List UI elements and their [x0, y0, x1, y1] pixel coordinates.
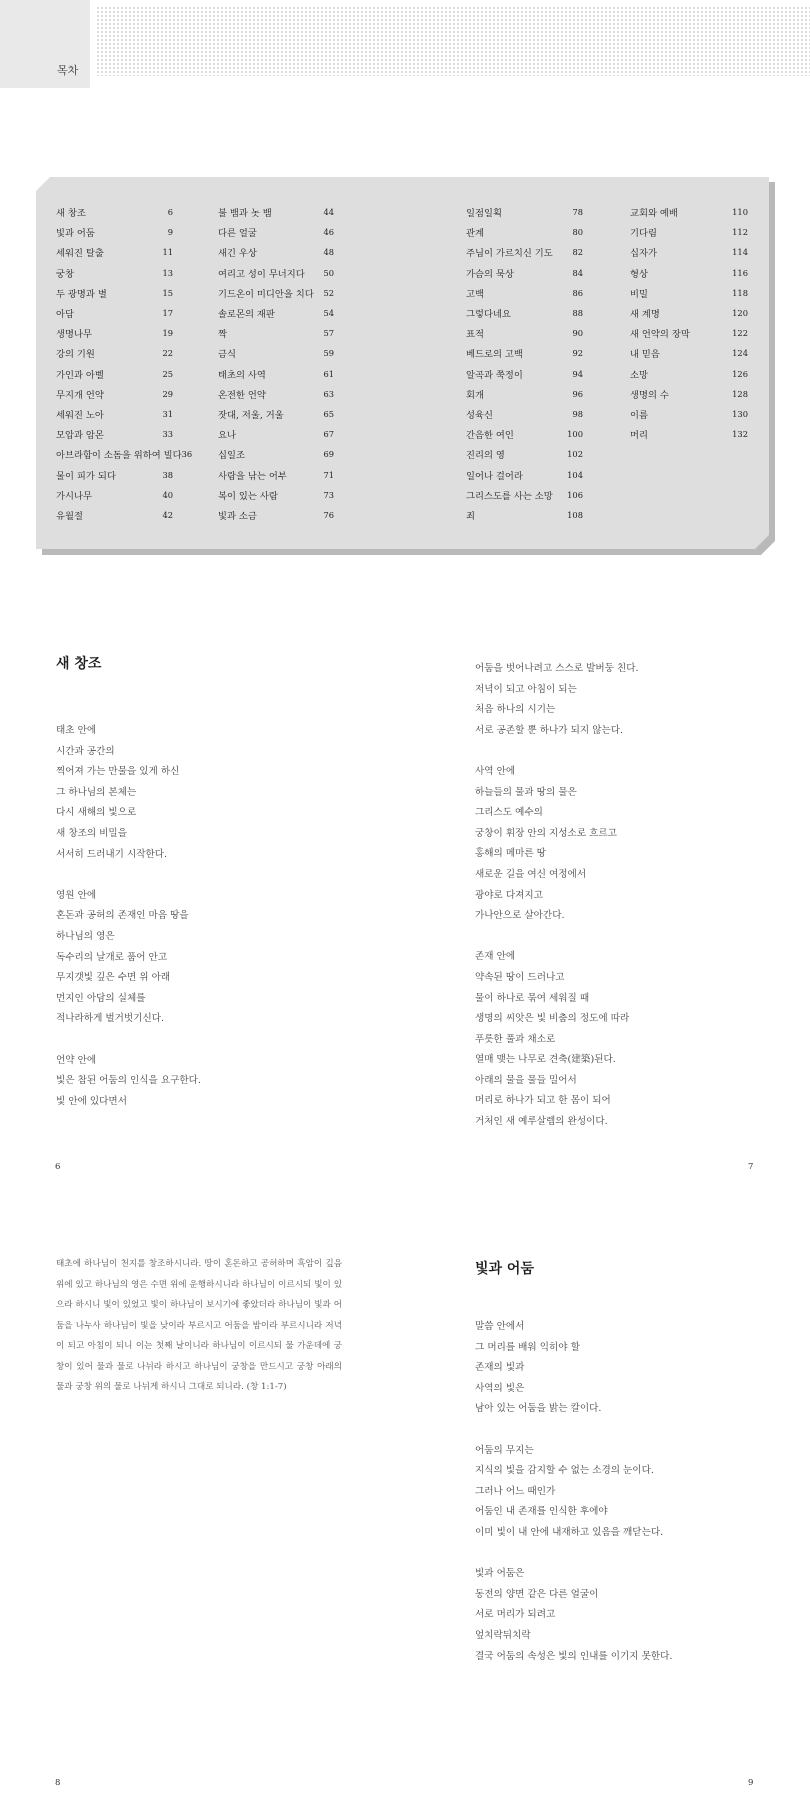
toc-entry[interactable] [218, 242, 334, 262]
toc-entry-title: 생명의 수 [630, 389, 669, 401]
toc-entry-page: 11 [162, 247, 173, 258]
toc-entry-title: 일점일획 [466, 208, 502, 219]
toc-entry[interactable] [56, 424, 173, 444]
section-label: 목차 [57, 64, 79, 77]
poem-line: 그리스도 예수의 [475, 807, 543, 819]
toc-entry[interactable] [218, 222, 334, 242]
toc-entry[interactable] [56, 384, 173, 404]
toc-entry-page: 84 [572, 267, 583, 278]
toc-entry[interactable] [218, 263, 334, 283]
dot-pattern-banner [96, 6, 810, 76]
toc-entry-page: 106 [567, 489, 583, 500]
page-number: 9 [748, 1778, 754, 1788]
toc-entry-title: 죄 [466, 511, 475, 522]
toc-entry[interactable] [56, 444, 193, 464]
toc-entry-page: 104 [567, 469, 583, 480]
toc-entry[interactable] [630, 404, 748, 424]
toc-entry[interactable] [466, 202, 583, 222]
toc-entry-title: 고백 [466, 288, 484, 300]
toc-entry[interactable] [466, 404, 583, 424]
toc-entry[interactable] [218, 505, 334, 525]
poem-line: 어둠을 벗어나려고 스스로 발버둥 친다. [475, 663, 639, 674]
poem-line: 홍해의 메마른 땅 [475, 848, 546, 860]
page-number: 6 [55, 1162, 61, 1172]
toc-entry[interactable] [218, 384, 334, 404]
poem-line: 열매 맺는 나무로 견축(建築)된다. [475, 1054, 616, 1066]
poem-line: 태초 안에 [56, 725, 97, 736]
toc-entry-page: 31 [162, 409, 173, 419]
toc-entry-page: 42 [162, 510, 173, 520]
toc-entry-page: 108 [567, 510, 583, 520]
toc-entry-title: 내 믿음 [630, 349, 660, 361]
poem-line: 저녁이 되고 아침이 되는 [475, 683, 577, 695]
toc-entry-title: 표적 [466, 329, 484, 341]
toc-entry-page: 19 [162, 328, 173, 339]
toc-entry[interactable] [56, 485, 173, 505]
toc-entry[interactable] [466, 505, 583, 525]
toc-entry-title: 진리의 영 [466, 450, 505, 462]
poem-line: 하나님의 영은 [56, 930, 115, 942]
poem-line: 무지갯빛 깊은 수면 위 아래 [56, 972, 171, 984]
poem-line: 찍어져 가는 만물을 있게 하신 [56, 766, 180, 778]
poem-line: 어둠인 내 존재를 인식한 후에야 [475, 1506, 608, 1518]
toc-entry-title: 아담 [56, 309, 74, 320]
toc-entry[interactable] [630, 384, 748, 404]
page-number: 7 [748, 1162, 754, 1172]
poem-line: 물이 하나로 묶여 세워질 때 [475, 992, 590, 1004]
poem-line: 존재 안에 [475, 951, 516, 963]
toc-entry-title: 불 뱀과 놋 뱀 [218, 208, 272, 219]
toc-entry-title: 빛과 어둠 [56, 228, 95, 240]
toc-entry-page: 6 [167, 207, 173, 217]
toc-entry[interactable] [56, 222, 173, 242]
toc-entry-title: 가시나무 [56, 490, 92, 502]
toc-entry[interactable] [466, 485, 583, 505]
toc-entry[interactable] [630, 424, 748, 444]
toc-entry[interactable] [466, 465, 583, 485]
poem-line: 언약 안에 [56, 1054, 97, 1066]
toc-entry-title: 세워진 노아 [56, 410, 104, 421]
toc-entry-page: 118 [732, 287, 748, 298]
stanza-break [56, 865, 201, 886]
toc-entry-page: 122 [732, 328, 748, 339]
toc-entry-title: 세워진 탈출 [56, 248, 104, 260]
stanza-break [475, 927, 639, 948]
toc-entry-title: 기다림 [630, 228, 657, 240]
toc-entry[interactable] [56, 202, 173, 222]
toc-entry-page: 124 [732, 348, 748, 359]
toc-entry[interactable] [466, 263, 583, 283]
toc-entry[interactable] [218, 404, 334, 424]
poem-line: 혼돈과 공허의 존재인 마음 땅을 [56, 910, 189, 922]
toc-entry-page: 65 [323, 409, 334, 419]
toc-entry[interactable] [218, 202, 334, 222]
toc-entry-page: 69 [323, 449, 334, 460]
toc-entry[interactable] [466, 384, 583, 404]
poem-line: 영원 안에 [56, 889, 97, 901]
toc-entry-page: 76 [323, 510, 334, 520]
toc-entry-page: 88 [572, 308, 583, 318]
toc-entry-title: 요나 [218, 430, 236, 442]
toc-entry-page: 102 [567, 449, 583, 460]
toc-entry-page: 114 [732, 247, 748, 258]
toc-entry-page: 94 [572, 368, 583, 379]
poem-line: 남아 있는 어둠을 밝는 칼이다. [475, 1403, 602, 1415]
poem-body-page7 [475, 659, 639, 1133]
toc-entry[interactable] [466, 343, 583, 363]
toc-entry-title: 십자가 [630, 248, 657, 260]
poem-line: 엎치락뒤치락 [475, 1629, 531, 1641]
poem-line: 푸릇한 풀과 채소로 [475, 1033, 556, 1045]
toc-entry-title: 회개 [466, 389, 484, 401]
poem-line: 빛 안에 있다면서 [56, 1095, 127, 1107]
toc-entry-title: 그리스도를 사는 소망 [466, 490, 553, 502]
poem-line: 시간과 공간의 [56, 745, 115, 757]
toc-entry-page: 67 [323, 429, 334, 440]
toc-entry-page: 22 [162, 348, 173, 359]
toc-entry-title: 가슴의 묵상 [466, 268, 514, 280]
toc-entry-title: 모압과 암몬 [56, 430, 104, 442]
toc-entry[interactable] [218, 465, 334, 485]
poem-line: 거처인 새 예루살렘의 완성이다. [475, 1116, 608, 1128]
toc-entry-page: 130 [732, 409, 748, 419]
poem-line: 그 하나님의 본체는 [56, 786, 137, 798]
toc-entry-page: 52 [323, 287, 334, 298]
toc-entry-title: 베드로의 고백 [466, 349, 523, 361]
toc-entry[interactable] [630, 283, 748, 303]
toc-entry-page: 17 [162, 308, 173, 318]
toc-entry[interactable] [630, 202, 748, 222]
toc-entry-page: 120 [732, 308, 748, 318]
toc-entry-title: 잣대, 저울, 거울 [218, 410, 284, 421]
toc-entry[interactable] [630, 222, 748, 242]
toc-entry-title: 사람을 낚는 어부 [218, 470, 287, 482]
scripture-passage: 태초에 하나님이 천지를 창조하시니라. 땅이 혼돈하고 공허하며 흑암이 깊음 위에 있고 하나님의 영은 수면 위에 운행하시니라 하나님이 이르시되 빛이 있으라 하시니 빛이 있었고 빛이 하나님이 보시기에 좋았더라 하나님이 빛과 어둠을 나누사 하나님이 빛을 낮이라 부르시고 어둠을 밤이라 부르시니라 저녁이 되고 아침이 되니 이는 첫째 날이니라 하나님이 이르시되 물 가운데에 궁창이 있어 물과 물로 나뉘라 하시고 하나님이 궁창을 만드시고 궁창 아래의 물과 궁창 위의 물로 나뉘게 하시니 그대로 되니라. (창 1:1-7) [56, 1259, 342, 1392]
poem-line: 새로운 길을 여신 여정에서 [475, 868, 587, 880]
toc-entry-page: 25 [162, 368, 173, 379]
toc-entry[interactable] [630, 323, 748, 343]
toc-entry[interactable] [218, 303, 334, 323]
toc-entry[interactable] [630, 364, 748, 384]
toc-entry[interactable] [466, 303, 583, 323]
toc-entry-title: 빛과 소금 [218, 511, 257, 522]
poem-line: 지식의 빛을 감지할 수 없는 소경의 눈이다. [475, 1465, 654, 1477]
toc-entry-title: 새 창조 [56, 208, 86, 219]
toc-entry-title: 온전한 언약 [218, 389, 266, 401]
toc-entry-title: 생명나무 [56, 329, 92, 341]
poem-line: 광야로 다져지고 [475, 889, 543, 901]
toc-entry-title: 금식 [218, 349, 236, 361]
toc-entry-page: 50 [323, 267, 334, 278]
toc-entry-page: 71 [323, 469, 334, 480]
poem-line: 먼지인 아담의 실체를 [56, 992, 146, 1004]
toc-entry-page: 128 [732, 388, 748, 399]
toc-entry[interactable] [466, 283, 583, 303]
toc-entry[interactable] [56, 343, 173, 363]
stanza-break [56, 1030, 201, 1051]
toc-entry-page: 9 [167, 227, 173, 238]
poem-line: 서로 머리가 되려고 [475, 1609, 556, 1621]
toc-entry-page: 38 [162, 469, 173, 480]
toc-entry-title: 복이 있는 사람 [218, 490, 278, 502]
toc-entry-title: 강의 기원 [56, 349, 95, 361]
poem-line: 궁창이 휘장 안의 지성소로 흐르고 [475, 827, 617, 839]
poem-title: 새 창조 [56, 656, 102, 672]
toc-entry[interactable] [56, 323, 173, 343]
toc-entry[interactable] [218, 364, 334, 384]
poem-line: 존재의 빛과 [475, 1362, 525, 1374]
toc-entry[interactable] [630, 343, 748, 363]
toc-entry-page: 82 [572, 247, 583, 258]
toc-entry[interactable] [466, 222, 583, 242]
poem-line: 서서히 드러내기 시작한다. [56, 848, 168, 860]
toc-entry[interactable] [630, 263, 748, 283]
toc-entry[interactable] [218, 343, 334, 363]
poem-line: 그 머리를 배워 익히야 할 [475, 1341, 580, 1353]
toc-entry-page: 36 [181, 449, 193, 460]
toc-entry-title: 관계 [466, 228, 484, 240]
toc-entry-title: 기드온이 미디안을 치다 [218, 288, 314, 300]
toc-entry[interactable] [56, 465, 173, 485]
poem-line: 결국 어둠의 속성은 빛의 인내를 이기지 못한다. [475, 1650, 673, 1662]
poem-line: 어둠의 무지는 [475, 1444, 534, 1456]
poem-line: 독수리의 날개로 품어 안고 [56, 951, 168, 963]
toc-entry[interactable] [56, 283, 173, 303]
toc-entry-title: 새 계명 [630, 309, 660, 320]
toc-entry-page: 40 [162, 489, 173, 500]
toc-entry-title: 비밀 [630, 288, 648, 300]
toc-entry-page: 59 [323, 348, 334, 359]
poem-line: 처음 하나의 시기는 [475, 704, 556, 716]
toc-entry[interactable] [218, 283, 334, 303]
toc-entry-title: 태초의 사역 [218, 369, 266, 381]
poem-body-page6 [56, 721, 201, 1112]
toc-entry-page: 78 [572, 207, 583, 217]
toc-entry-title: 주님이 가르치신 기도 [466, 248, 553, 260]
page-number: 8 [55, 1778, 61, 1788]
toc-entry-page: 61 [323, 368, 334, 379]
toc-entry[interactable] [218, 485, 334, 505]
poem-line: 적나라하게 벌거벗기신다. [56, 1013, 165, 1025]
toc-entry-title: 다른 얼굴 [218, 228, 257, 240]
toc-entry[interactable] [56, 505, 173, 525]
toc-entry[interactable] [56, 263, 173, 283]
poem-line: 사역 안에 [475, 765, 516, 777]
poem-line: 약속된 땅이 드러나고 [475, 971, 565, 983]
poem-line: 가나안으로 살아간다. [475, 910, 565, 922]
toc-entry-page: 92 [572, 348, 583, 359]
toc-entry[interactable] [630, 242, 748, 262]
poem-line: 그러나 어느 때인가 [475, 1485, 556, 1497]
toc-entry-title: 가인과 아벨 [56, 369, 104, 381]
toc-entry-page: 63 [323, 388, 334, 399]
toc-entry-page: 110 [732, 207, 748, 217]
toc-entry[interactable] [466, 424, 583, 444]
toc-entry[interactable] [466, 444, 583, 464]
toc-entry-page: 126 [732, 368, 748, 379]
stanza-break [475, 741, 639, 762]
toc-entry-page: 73 [323, 489, 334, 500]
toc-entry[interactable] [56, 404, 173, 424]
poem-line: 새 창조의 비밀을 [56, 827, 127, 839]
poem-line: 빛과 어둠은 [475, 1568, 525, 1580]
poem-line: 아래의 물을 물들 밀어서 [475, 1074, 577, 1086]
poem-line: 머리로 하나가 되고 한 몸이 되어 [475, 1095, 611, 1107]
toc-entry-page: 90 [572, 328, 583, 339]
toc-entry[interactable] [218, 323, 334, 343]
poem-line: 이미 빛이 내 안에 내재하고 있음을 깨닫는다. [475, 1526, 664, 1538]
toc-entry-page: 98 [572, 409, 583, 419]
toc-entry-page: 48 [323, 247, 334, 258]
toc-entry[interactable] [466, 323, 583, 343]
toc-entry-title: 무지개 언약 [56, 389, 104, 401]
header-tab [0, 0, 90, 88]
poem-body-page9 [475, 1317, 672, 1667]
toc-entry[interactable] [56, 303, 173, 323]
toc-entry-page: 29 [162, 388, 173, 399]
toc-entry-page: 132 [732, 429, 748, 440]
toc-entry-title: 교회와 예배 [630, 208, 678, 219]
toc-entry-title: 궁창 [56, 268, 74, 280]
toc-entry-title: 여리고 성이 무너지다 [218, 268, 305, 280]
poem-line: 말씀 안에서 [475, 1321, 525, 1332]
toc-entry-page: 13 [162, 267, 173, 278]
toc-entry-title: 솔로몬의 재판 [218, 309, 275, 320]
toc-entry-title: 두 광명과 별 [56, 288, 107, 300]
toc-entry-title: 소망 [630, 369, 648, 381]
toc-entry-title: 짝 [218, 329, 227, 341]
toc-entry-page: 44 [323, 207, 334, 217]
toc-entry-page: 86 [572, 287, 583, 298]
toc-entry-title: 물이 피가 되다 [56, 470, 116, 482]
poem-line: 사역의 빛은 [475, 1382, 525, 1394]
toc-entry[interactable] [218, 444, 334, 464]
toc-entry[interactable] [630, 303, 748, 323]
stanza-break [475, 1420, 672, 1441]
toc-entry-title: 머리 [630, 430, 648, 442]
poem-line: 다시 새해의 빛으로 [56, 807, 137, 819]
toc-entry-title: 이름 [630, 410, 648, 421]
toc-entry-title: 간음한 여인 [466, 430, 514, 442]
toc-entry[interactable] [218, 424, 334, 444]
toc-entry-page: 46 [323, 227, 334, 238]
toc-entry[interactable] [466, 364, 583, 384]
toc-entry[interactable] [466, 242, 583, 262]
toc-entry[interactable] [56, 242, 173, 262]
toc-entry-page: 33 [162, 429, 173, 440]
poem-line: 생명의 씨앗은 빛 비춤의 정도에 따라 [475, 1013, 630, 1025]
toc-entry-page: 15 [162, 287, 173, 298]
toc-entry-title: 알곡과 쭉정이 [466, 369, 523, 381]
toc-entry-page: 54 [323, 308, 334, 318]
poem-line: 동전의 양면 같은 다른 얼굴이 [475, 1588, 599, 1600]
toc-entry[interactable] [56, 364, 173, 384]
toc-entry-page: 80 [572, 227, 583, 238]
stanza-break [475, 1544, 672, 1565]
toc-entry-page: 100 [567, 429, 583, 440]
poem-line: 서로 공존할 뿐 하나가 되지 않는다. [475, 724, 624, 736]
toc-entry-title: 성육신 [466, 410, 493, 421]
toc-entry-page: 57 [323, 328, 334, 339]
poem-title: 빛과 어둠 [475, 1261, 534, 1277]
toc-entry-title: 새 언약의 장막 [630, 329, 690, 341]
toc-entry-title: 십일조 [218, 450, 245, 462]
toc-entry-title: 새긴 우상 [218, 248, 257, 260]
toc-entry-title: 아브라함이 소돔을 위하여 빌다 [56, 450, 182, 462]
toc-entry-page: 96 [572, 388, 583, 399]
poem-line: 빛은 참된 어둠의 인식을 요구한다. [56, 1075, 201, 1087]
toc-entry-title: 유월절 [56, 511, 83, 522]
toc-entry-page: 112 [732, 227, 748, 238]
poem-line: 하늘들의 물과 땅의 물은 [475, 786, 577, 798]
toc-entry-title: 그렇다네요 [466, 309, 511, 320]
toc-entry-page: 116 [732, 267, 748, 278]
toc-entry-title: 일어나 걸어라 [466, 470, 523, 482]
toc-entry-title: 형상 [630, 268, 648, 280]
